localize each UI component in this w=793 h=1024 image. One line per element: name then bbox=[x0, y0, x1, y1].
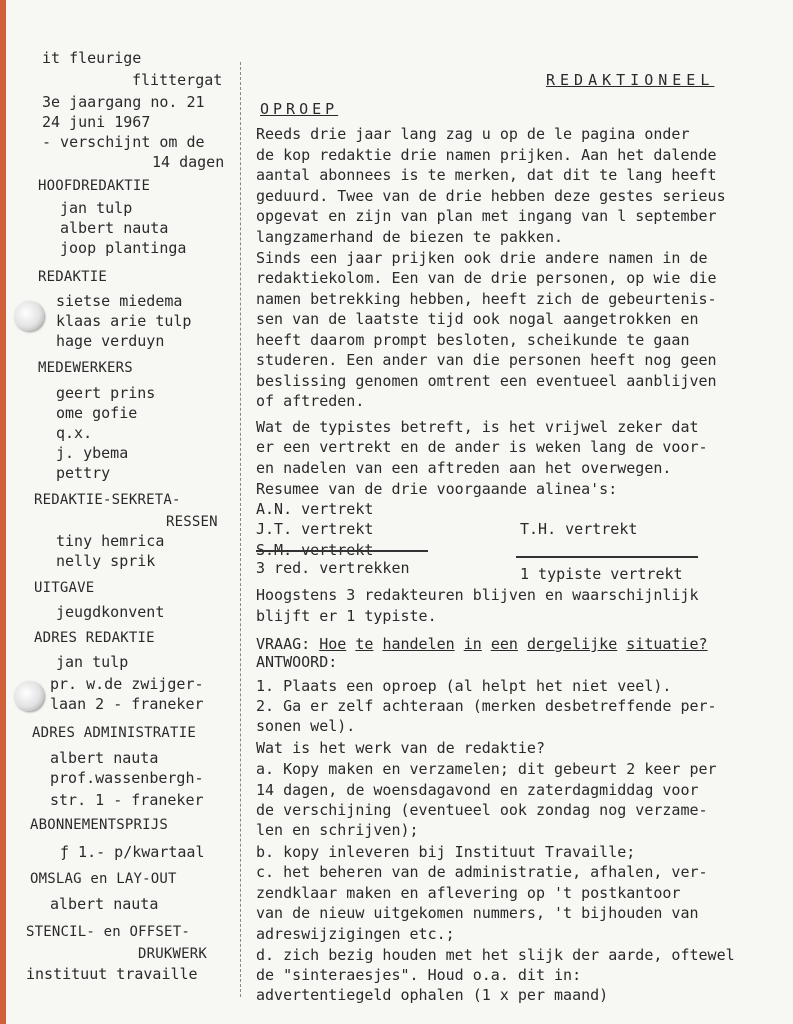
question-word: een bbox=[490, 635, 518, 653]
staff-name: jan tulp bbox=[60, 199, 133, 217]
volume-number: 3e jaargang no. 21 bbox=[42, 93, 205, 111]
text-line: Sinds een jaar prijken ook drie andere namen in de bbox=[256, 249, 708, 267]
page-title: REDAKTIONEEL bbox=[546, 71, 715, 89]
text-line: Reeds drie jaar lang zag u op de le pagina onder bbox=[256, 125, 690, 143]
staff-name: ome gofie bbox=[56, 404, 138, 422]
question-word: dergelijke bbox=[526, 635, 618, 653]
work-item: d. zich bezig houden met het slijk der aarde, oftewel bbox=[256, 946, 735, 964]
text-line: en nadelen van een aftreden aan het overwegen. bbox=[256, 459, 672, 477]
section-heading: DRUKWERK bbox=[138, 946, 208, 962]
summary-item: T.H. vertrekt bbox=[520, 520, 638, 538]
text-line: Resumee van de drie voorgaande alinea's: bbox=[256, 480, 618, 498]
text-line: Wat is het werk van de redaktie? bbox=[256, 739, 545, 757]
publication-name-line: flittergat bbox=[132, 71, 223, 89]
question-word: Hoe bbox=[319, 635, 347, 653]
section-heading: ADRES ADMINISTRATIE bbox=[32, 725, 196, 741]
section-heading: UITGAVE bbox=[34, 580, 95, 596]
subscription-price: ƒ 1.- p/kwartaal bbox=[60, 843, 205, 861]
summary-item: S.M. vertrekt bbox=[256, 541, 374, 559]
staff-name: pettry bbox=[56, 464, 111, 482]
answer-label: ANTWOORD: bbox=[256, 653, 338, 671]
section-heading: MEDEWERKERS bbox=[38, 360, 133, 376]
text-line: studeren. Een ander van die personen heeft nog geen bbox=[256, 351, 717, 369]
address-line: jan tulp bbox=[56, 653, 129, 671]
text-line: Hoogstens 3 redakteuren blijven en waarschijnlijk bbox=[256, 586, 699, 604]
sum-rule bbox=[516, 556, 698, 558]
staff-name: sietse miedema bbox=[56, 292, 183, 310]
work-item: de verschijning (eventueel ook zondag nog verzame- bbox=[256, 801, 708, 819]
work-item: de "sinteraesjes". Houd o.a. dit in: bbox=[256, 966, 582, 984]
text-line: Wat de typistes betreft, is het vrijwel zeker dat bbox=[256, 418, 699, 436]
issue-date: 24 juni 1967 bbox=[42, 113, 151, 131]
answer-item: 1. Plaats een oproep (al helpt het niet veel). bbox=[256, 677, 672, 695]
text-line: de kop redaktie drie namen prijken. Aan het dalende bbox=[256, 146, 717, 164]
text-line: aantal abonnees is te merken, dat dit te lang heeft bbox=[256, 166, 717, 184]
work-item: adreswijzigingen etc.; bbox=[256, 925, 455, 943]
question-line bbox=[256, 634, 708, 654]
staff-name: tiny hemrica bbox=[56, 532, 165, 550]
section-heading: ABONNEMENTSPRIJS bbox=[30, 817, 169, 833]
staff-name: geert prins bbox=[56, 384, 156, 402]
question-word: handelen bbox=[382, 635, 455, 653]
address-line: pr. w.de zwijger- bbox=[50, 675, 204, 693]
answer-item: 2. Ga er zelf achteraan (merken desbetreffende per- bbox=[256, 697, 717, 715]
sum-rule bbox=[256, 550, 428, 552]
staff-name: q.x. bbox=[56, 424, 93, 442]
publisher: jeugdkonvent bbox=[56, 603, 165, 621]
staff-name: albert nauta bbox=[50, 895, 159, 913]
summary-item: J.T. vertrekt bbox=[256, 520, 374, 538]
article-title: OPROEP bbox=[260, 100, 339, 118]
work-item: c. het beheren van de administratie, afhalen, ver- bbox=[256, 863, 708, 881]
address-line: laan 2 - franeker bbox=[50, 695, 204, 713]
question-word: in bbox=[463, 635, 482, 653]
text-line: of aftreden. bbox=[256, 392, 365, 410]
publication-name-line: it fleurige bbox=[42, 49, 142, 67]
text-line: opgevat en zijn van plan met ingang van l september bbox=[256, 207, 717, 225]
address-line: albert nauta bbox=[50, 749, 159, 767]
column-divider bbox=[240, 62, 241, 997]
summary-item: A.N. vertrekt bbox=[256, 500, 374, 518]
section-heading: REDAKTIE bbox=[38, 269, 108, 285]
answer-item: sonen wel). bbox=[256, 717, 356, 735]
section-heading: STENCIL- en OFFSET- bbox=[26, 924, 190, 940]
section-heading: REDAKTIE-SEKRETA- bbox=[34, 492, 181, 508]
summary-total: 3 red. vertrekken bbox=[256, 559, 410, 577]
staff-name: hage verduyn bbox=[56, 332, 165, 350]
question-word: situatie? bbox=[626, 635, 708, 653]
staff-name: nelly sprik bbox=[56, 552, 156, 570]
staff-name: klaas arie tulp bbox=[56, 312, 192, 330]
frequency-line: 14 dagen bbox=[152, 153, 225, 171]
printer: instituut travaille bbox=[26, 965, 198, 983]
work-item: b. kopy inleveren bij Instituut Travaille; bbox=[256, 843, 636, 861]
section-heading: RESSEN bbox=[166, 514, 218, 530]
section-heading: HOOFDREDAKTIE bbox=[38, 178, 151, 194]
editorial-column bbox=[250, 0, 790, 1024]
summary-total: 1 typiste vertrekt bbox=[520, 565, 683, 583]
address-line: str. 1 - franeker bbox=[50, 791, 204, 809]
work-item: len en schrijven); bbox=[256, 821, 419, 839]
text-line: sen van de laatste tijd ook nogal aangetrokken en bbox=[256, 310, 699, 328]
text-line: blijft er 1 typiste. bbox=[256, 607, 437, 625]
work-item: zendklaar maken en aflevering op 't postkantoor bbox=[256, 884, 681, 902]
staff-name: albert nauta bbox=[60, 219, 169, 237]
frequency-line: - verschijnt om de bbox=[42, 133, 205, 151]
work-item: 14 dagen, de woensdagavond en zaterdagmiddag voor bbox=[256, 781, 699, 799]
question-label: VRAAG: bbox=[256, 635, 311, 653]
section-heading: OMSLAG en LAY-OUT bbox=[30, 871, 177, 887]
address-line: prof.wassenbergh- bbox=[50, 769, 204, 787]
section-heading: ADRES REDAKTIE bbox=[34, 630, 155, 646]
masthead-column bbox=[0, 0, 240, 1024]
text-line: heeft daarom prompt besloten, scheikunde te gaan bbox=[256, 331, 690, 349]
text-line: langzamerhand de biezen te pakken. bbox=[256, 228, 564, 246]
text-line: beslissing genomen omtrent een eventueel aanblijven bbox=[256, 372, 717, 390]
work-item: van de nieuw uitgekomen nummers, 't bijhouden van bbox=[256, 904, 699, 922]
work-item: advertentiegeld ophalen (1 x per maand) bbox=[256, 986, 609, 1004]
staff-name: j. ybema bbox=[56, 444, 129, 462]
staff-name: joop plantinga bbox=[60, 239, 187, 257]
work-item: a. Kopy maken en verzamelen; dit gebeurt 2 keer per bbox=[256, 760, 717, 778]
text-line: namen betrekking hebben, heeft zich de gebeurtenis- bbox=[256, 290, 717, 308]
text-line: er een vertrekt en de ander is weken lang de voor- bbox=[256, 438, 708, 456]
text-line: redaktiekolom. Een van de drie personen, op wie die bbox=[256, 269, 717, 287]
question-word: te bbox=[355, 635, 374, 653]
text-line: geduurd. Twee van de drie hebben deze gestes serieus bbox=[256, 187, 726, 205]
